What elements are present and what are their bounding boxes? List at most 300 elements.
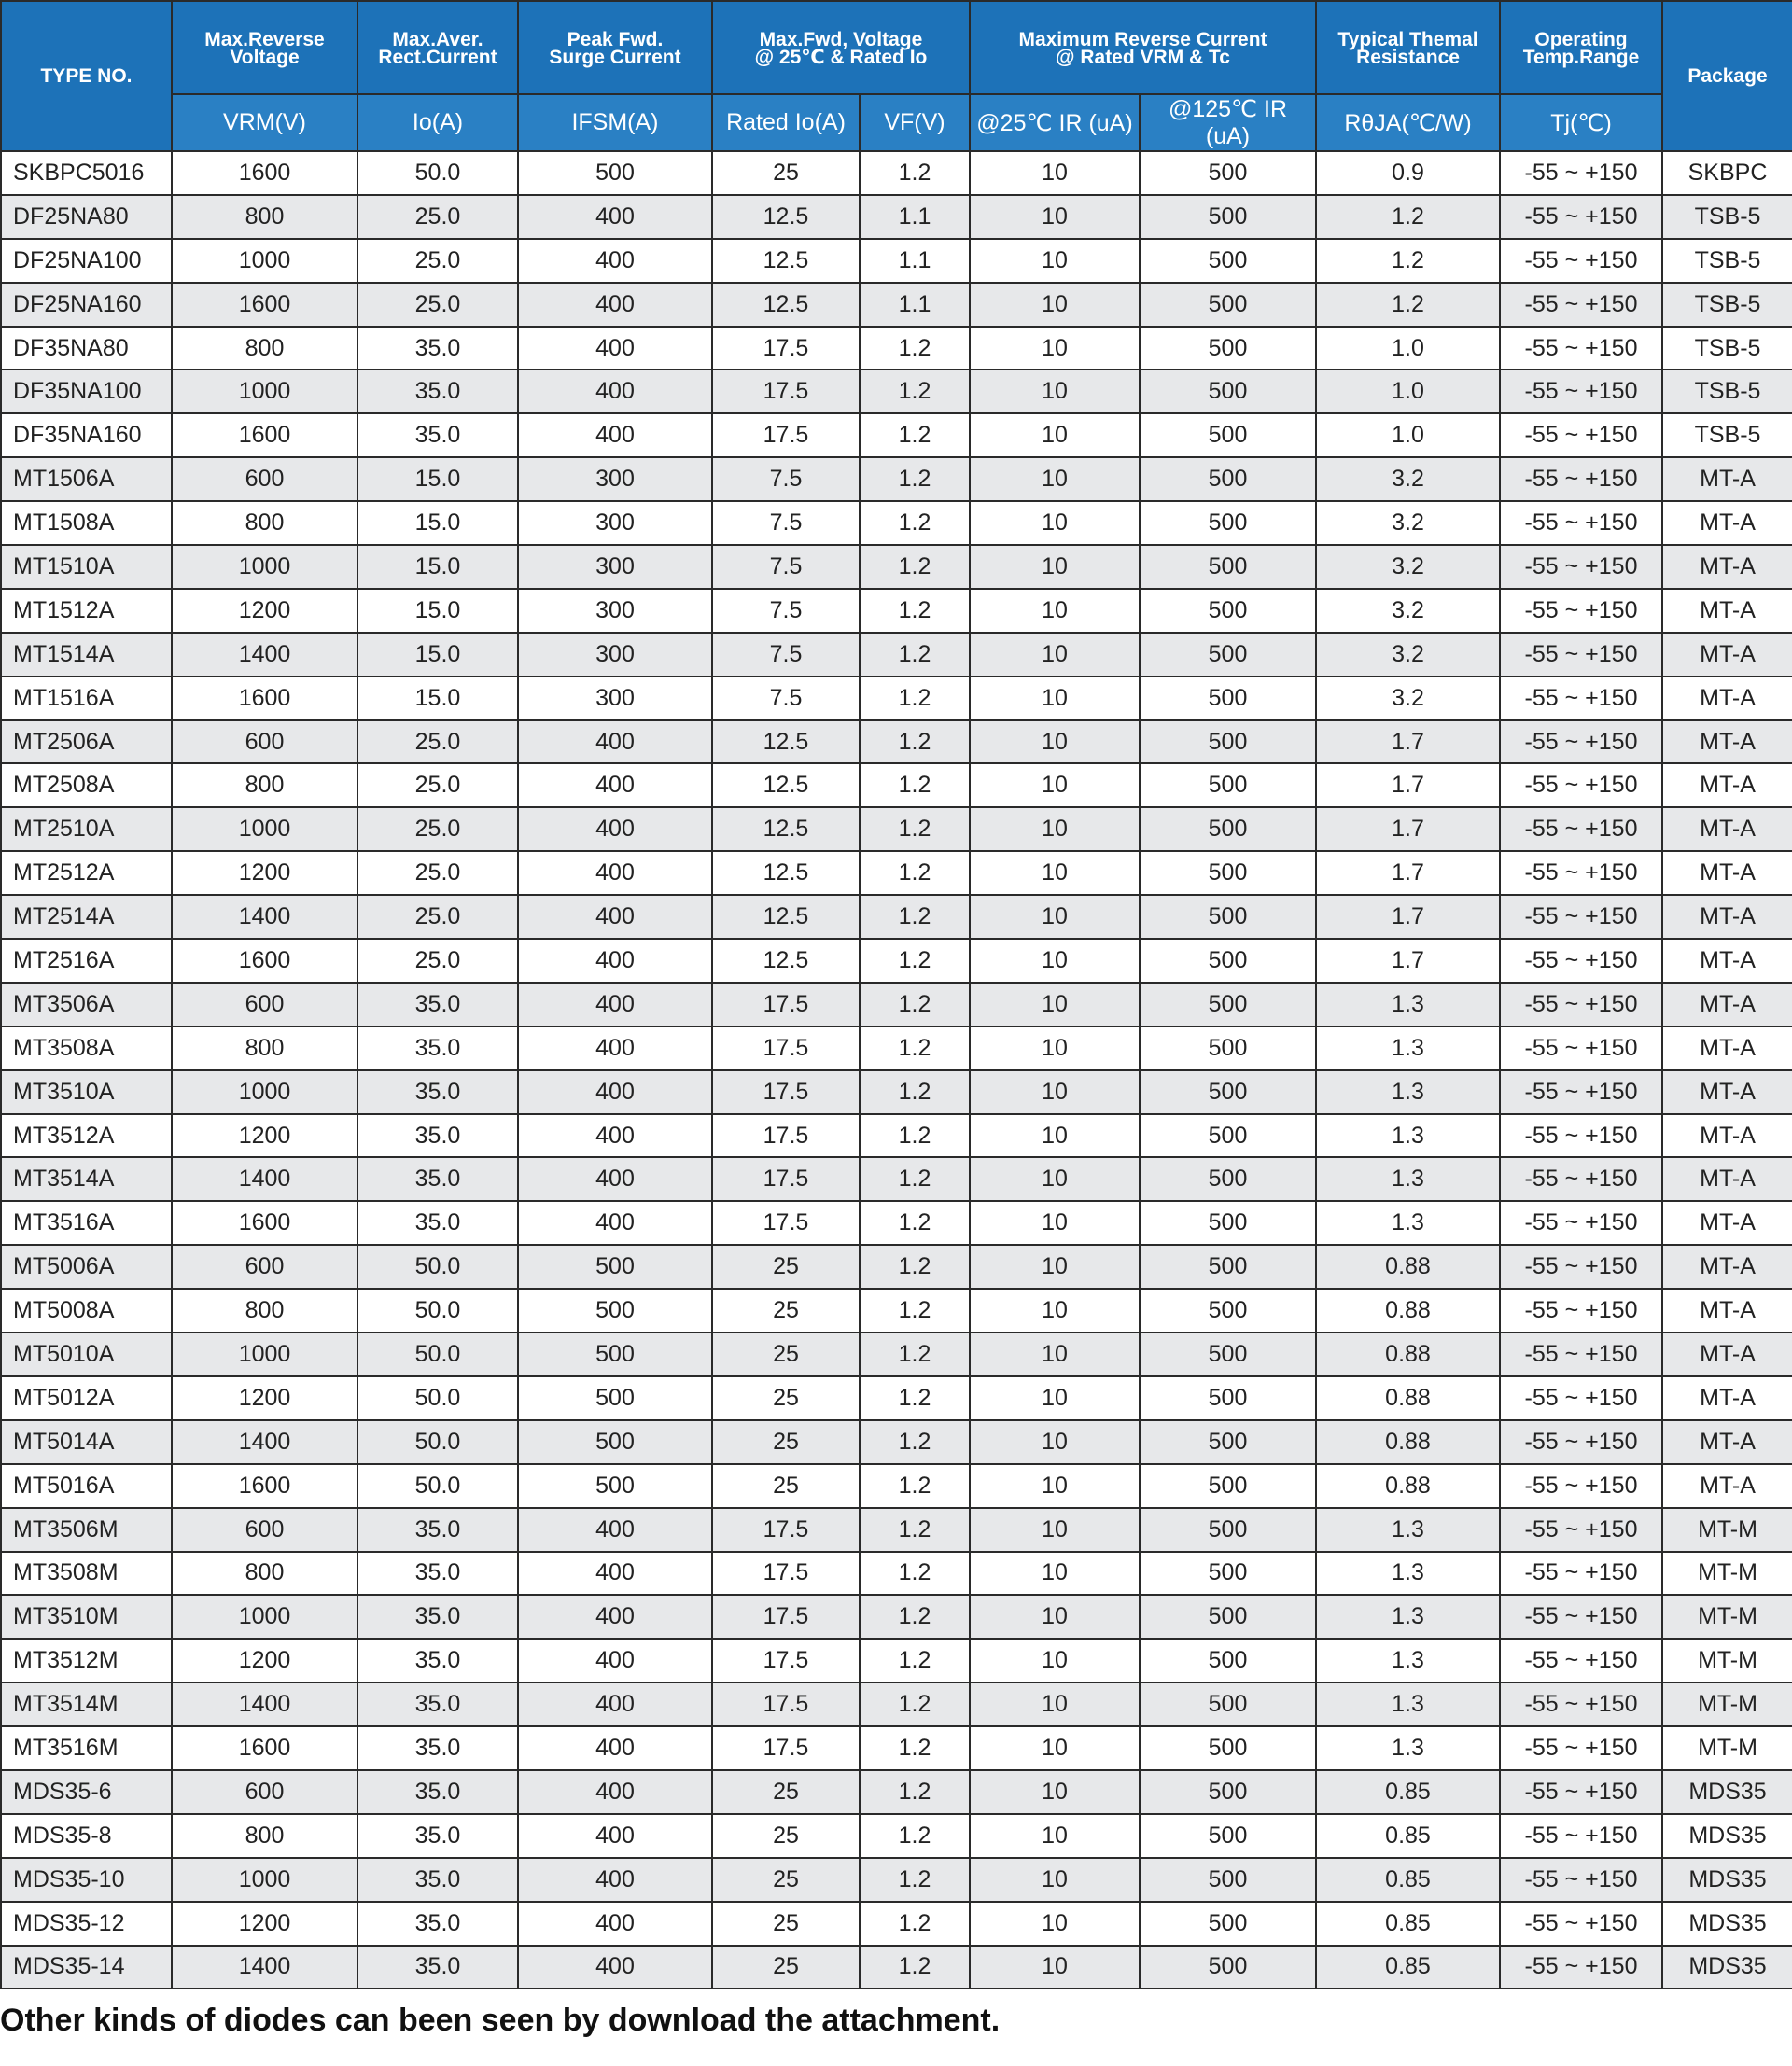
cell-ir125: 500 <box>1140 1070 1316 1114</box>
cell-type-no: MT3514A <box>1 1157 172 1201</box>
cell-rated-io: 12.5 <box>712 851 860 895</box>
cell-ifsm: 400 <box>518 370 712 413</box>
cell-tj: -55 ~ +150 <box>1500 545 1662 589</box>
cell-io: 15.0 <box>357 457 518 501</box>
cell-package: MT-A <box>1662 1245 1792 1289</box>
cell-rthja: 3.2 <box>1316 545 1500 589</box>
cell-vrm: 800 <box>172 501 357 545</box>
table-row <box>1 1114 1792 1158</box>
cell-package: TSB-5 <box>1662 327 1792 370</box>
cell-ifsm: 400 <box>518 1639 712 1682</box>
cell-vf: 1.2 <box>860 151 970 195</box>
cell-ifsm: 400 <box>518 1552 712 1596</box>
cell-package: TSB-5 <box>1662 283 1792 327</box>
cell-type-no: MT1506A <box>1 457 172 501</box>
cell-vf: 1.2 <box>860 1420 970 1464</box>
cell-rated-io: 25 <box>712 1420 860 1464</box>
cell-type-no: MDS35-6 <box>1 1770 172 1814</box>
cell-tj: -55 ~ +150 <box>1500 327 1662 370</box>
cell-vrm: 1200 <box>172 589 357 633</box>
cell-tj: -55 ~ +150 <box>1500 633 1662 677</box>
cell-ifsm: 400 <box>518 1157 712 1201</box>
cell-package: MT-A <box>1662 939 1792 983</box>
cell-tj: -55 ~ +150 <box>1500 501 1662 545</box>
cell-ifsm: 400 <box>518 1814 712 1858</box>
cell-ifsm: 400 <box>518 1726 712 1770</box>
cell-ifsm: 500 <box>518 151 712 195</box>
cell-rthja: 3.2 <box>1316 589 1500 633</box>
table-row <box>1 1639 1792 1682</box>
cell-vrm: 1400 <box>172 1682 357 1726</box>
cell-vrm: 1200 <box>172 1902 357 1946</box>
cell-package: MDS35 <box>1662 1814 1792 1858</box>
cell-vrm: 1400 <box>172 1157 357 1201</box>
cell-tj: -55 ~ +150 <box>1500 895 1662 939</box>
cell-io: 50.0 <box>357 151 518 195</box>
cell-ir25: 10 <box>970 633 1140 677</box>
cell-vf: 1.2 <box>860 1464 970 1508</box>
cell-rated-io: 25 <box>712 1858 860 1902</box>
header-row <box>1 1 1792 94</box>
cell-ir25: 10 <box>970 807 1140 851</box>
cell-ir25: 10 <box>970 1552 1140 1596</box>
cell-package: TSB-5 <box>1662 413 1792 457</box>
cell-type-no: MDS35-8 <box>1 1814 172 1858</box>
col-header-max-fwd-voltage <box>712 1 970 94</box>
cell-ifsm: 400 <box>518 1946 712 1989</box>
cell-rthja: 0.85 <box>1316 1902 1500 1946</box>
cell-rthja: 1.7 <box>1316 851 1500 895</box>
cell-rthja: 3.2 <box>1316 677 1500 720</box>
cell-rated-io: 25 <box>712 1814 860 1858</box>
cell-rthja: 3.2 <box>1316 457 1500 501</box>
cell-ir25: 10 <box>970 501 1140 545</box>
table-row <box>1 1157 1792 1201</box>
cell-type-no: MDS35-10 <box>1 1858 172 1902</box>
cell-package: MT-A <box>1662 1026 1792 1070</box>
table-row <box>1 633 1792 677</box>
cell-rated-io: 7.5 <box>712 677 860 720</box>
cell-rthja: 0.85 <box>1316 1946 1500 1989</box>
cell-io: 50.0 <box>357 1245 518 1289</box>
table-row <box>1 851 1792 895</box>
cell-tj: -55 ~ +150 <box>1500 1639 1662 1682</box>
cell-type-no: MT3516A <box>1 1201 172 1245</box>
cell-package: MT-A <box>1662 1114 1792 1158</box>
subheader-rated-io: Rated Io(A) <box>712 94 860 151</box>
cell-rthja: 1.3 <box>1316 1070 1500 1114</box>
cell-vf: 1.2 <box>860 1114 970 1158</box>
cell-ir125: 500 <box>1140 1508 1316 1552</box>
table-row <box>1 239 1792 283</box>
cell-vf: 1.2 <box>860 1026 970 1070</box>
cell-vrm: 600 <box>172 720 357 764</box>
cell-tj: -55 ~ +150 <box>1500 1070 1662 1114</box>
cell-rthja: 0.88 <box>1316 1289 1500 1333</box>
cell-ir125: 500 <box>1140 457 1316 501</box>
cell-io: 35.0 <box>357 1858 518 1902</box>
cell-ir125: 500 <box>1140 1902 1316 1946</box>
cell-tj: -55 ~ +150 <box>1500 1464 1662 1508</box>
cell-io: 35.0 <box>357 1902 518 1946</box>
cell-ifsm: 500 <box>518 1464 712 1508</box>
cell-io: 35.0 <box>357 1201 518 1245</box>
table-row <box>1 370 1792 413</box>
cell-ir25: 10 <box>970 1070 1140 1114</box>
cell-ir125: 500 <box>1140 283 1316 327</box>
cell-type-no: MDS35-14 <box>1 1946 172 1989</box>
cell-type-no: MT1514A <box>1 633 172 677</box>
cell-ifsm: 300 <box>518 501 712 545</box>
cell-io: 25.0 <box>357 807 518 851</box>
cell-ifsm: 400 <box>518 939 712 983</box>
col-header-max-aver-rect-current <box>357 1 518 94</box>
table-row <box>1 1201 1792 1245</box>
cell-ir125: 500 <box>1140 1639 1316 1682</box>
table-row <box>1 1289 1792 1333</box>
cell-type-no: SKBPC5016 <box>1 151 172 195</box>
cell-vf: 1.2 <box>860 327 970 370</box>
cell-ir25: 10 <box>970 1245 1140 1289</box>
cell-ifsm: 500 <box>518 1333 712 1376</box>
cell-tj: -55 ~ +150 <box>1500 720 1662 764</box>
cell-ir125: 500 <box>1140 939 1316 983</box>
cell-rated-io: 17.5 <box>712 413 860 457</box>
cell-package: MT-A <box>1662 1201 1792 1245</box>
cell-ifsm: 400 <box>518 239 712 283</box>
cell-io: 35.0 <box>357 370 518 413</box>
cell-type-no: MT1510A <box>1 545 172 589</box>
cell-ir25: 10 <box>970 1595 1140 1639</box>
table-row <box>1 763 1792 807</box>
cell-vf: 1.2 <box>860 1552 970 1596</box>
cell-tj: -55 ~ +150 <box>1500 1114 1662 1158</box>
cell-vf: 1.2 <box>860 1682 970 1726</box>
cell-ir25: 10 <box>970 1682 1140 1726</box>
cell-ir125: 500 <box>1140 413 1316 457</box>
cell-ifsm: 400 <box>518 327 712 370</box>
cell-vf: 1.2 <box>860 983 970 1026</box>
cell-vf: 1.2 <box>860 1770 970 1814</box>
cell-rated-io: 12.5 <box>712 195 860 239</box>
cell-rthja: 0.85 <box>1316 1814 1500 1858</box>
cell-type-no: MT5010A <box>1 1333 172 1376</box>
cell-rated-io: 17.5 <box>712 1726 860 1770</box>
table-row <box>1 501 1792 545</box>
cell-rthja: 1.3 <box>1316 1726 1500 1770</box>
cell-tj: -55 ~ +150 <box>1500 1420 1662 1464</box>
cell-tj: -55 ~ +150 <box>1500 1376 1662 1420</box>
cell-rthja: 3.2 <box>1316 501 1500 545</box>
cell-package: MT-A <box>1662 1289 1792 1333</box>
table-row <box>1 1902 1792 1946</box>
cell-ir125: 500 <box>1140 1858 1316 1902</box>
cell-vf: 1.2 <box>860 720 970 764</box>
cell-rated-io: 17.5 <box>712 1070 860 1114</box>
cell-vrm: 1400 <box>172 895 357 939</box>
cell-rated-io: 25 <box>712 1376 860 1420</box>
cell-vrm: 1600 <box>172 283 357 327</box>
cell-rthja: 0.85 <box>1316 1770 1500 1814</box>
table-row <box>1 1770 1792 1814</box>
cell-ifsm: 300 <box>518 633 712 677</box>
cell-type-no: DF35NA100 <box>1 370 172 413</box>
cell-rated-io: 7.5 <box>712 501 860 545</box>
cell-package: MT-A <box>1662 1157 1792 1201</box>
cell-rthja: 1.0 <box>1316 327 1500 370</box>
cell-tj: -55 ~ +150 <box>1500 763 1662 807</box>
cell-package: MT-A <box>1662 545 1792 589</box>
cell-type-no: MT3508M <box>1 1552 172 1596</box>
col-header-max-reverse-voltage <box>172 1 357 94</box>
cell-rthja: 1.3 <box>1316 1026 1500 1070</box>
cell-type-no: MT3510A <box>1 1070 172 1114</box>
cell-ir25: 10 <box>970 283 1140 327</box>
cell-vf: 1.2 <box>860 1726 970 1770</box>
cell-ir125: 500 <box>1140 151 1316 195</box>
cell-ifsm: 300 <box>518 545 712 589</box>
cell-io: 50.0 <box>357 1289 518 1333</box>
table-row <box>1 1333 1792 1376</box>
cell-rated-io: 17.5 <box>712 1201 860 1245</box>
cell-vf: 1.2 <box>860 763 970 807</box>
cell-rthja: 0.88 <box>1316 1245 1500 1289</box>
subheader-tj: Tj(℃) <box>1500 94 1662 151</box>
cell-package: MT-A <box>1662 895 1792 939</box>
cell-package: MT-A <box>1662 763 1792 807</box>
cell-package: MT-A <box>1662 1464 1792 1508</box>
subheader-row <box>1 94 1792 151</box>
cell-ifsm: 400 <box>518 807 712 851</box>
cell-rthja: 1.3 <box>1316 1508 1500 1552</box>
cell-rthja: 1.7 <box>1316 807 1500 851</box>
cell-rthja: 1.2 <box>1316 195 1500 239</box>
cell-ir125: 500 <box>1140 1376 1316 1420</box>
cell-io: 35.0 <box>357 1552 518 1596</box>
cell-type-no: DF25NA160 <box>1 283 172 327</box>
cell-type-no: MT2516A <box>1 939 172 983</box>
cell-package: MT-A <box>1662 589 1792 633</box>
cell-tj: -55 ~ +150 <box>1500 1201 1662 1245</box>
table-row <box>1 1814 1792 1858</box>
cell-io: 50.0 <box>357 1376 518 1420</box>
cell-vf: 1.2 <box>860 1639 970 1682</box>
cell-vf: 1.2 <box>860 1902 970 1946</box>
cell-ir125: 500 <box>1140 1289 1316 1333</box>
header-line: Typical Themal <box>1337 29 1478 50</box>
cell-vf: 1.2 <box>860 589 970 633</box>
cell-tj: -55 ~ +150 <box>1500 1726 1662 1770</box>
table-row <box>1 720 1792 764</box>
cell-vf: 1.2 <box>860 1946 970 1989</box>
cell-io: 35.0 <box>357 1639 518 1682</box>
cell-type-no: DF35NA160 <box>1 413 172 457</box>
cell-io: 25.0 <box>357 283 518 327</box>
cell-io: 35.0 <box>357 1682 518 1726</box>
cell-ifsm: 400 <box>518 1508 712 1552</box>
cell-rated-io: 25 <box>712 1245 860 1289</box>
cell-tj: -55 ~ +150 <box>1500 1552 1662 1596</box>
subheader-rthja: RθJA(℃/W) <box>1316 94 1500 151</box>
cell-rthja: 1.3 <box>1316 1595 1500 1639</box>
cell-rated-io: 12.5 <box>712 720 860 764</box>
header-line: Max.Aver. <box>392 29 483 50</box>
table-row <box>1 1245 1792 1289</box>
cell-package: TSB-5 <box>1662 195 1792 239</box>
cell-io: 15.0 <box>357 589 518 633</box>
cell-rated-io: 12.5 <box>712 807 860 851</box>
cell-package: MT-M <box>1662 1552 1792 1596</box>
cell-ifsm: 400 <box>518 1902 712 1946</box>
cell-package: SKBPC <box>1662 151 1792 195</box>
cell-rated-io: 25 <box>712 1333 860 1376</box>
cell-tj: -55 ~ +150 <box>1500 1858 1662 1902</box>
cell-vf: 1.2 <box>860 1508 970 1552</box>
cell-ir25: 10 <box>970 1026 1140 1070</box>
cell-ifsm: 300 <box>518 677 712 720</box>
cell-package: MT-M <box>1662 1595 1792 1639</box>
cell-vf: 1.2 <box>860 1070 970 1114</box>
cell-ir25: 10 <box>970 1376 1140 1420</box>
cell-vrm: 1000 <box>172 370 357 413</box>
header-line: Resistance <box>1356 47 1460 68</box>
cell-vrm: 1400 <box>172 633 357 677</box>
cell-ir125: 500 <box>1140 1333 1316 1376</box>
cell-tj: -55 ~ +150 <box>1500 151 1662 195</box>
cell-ifsm: 400 <box>518 763 712 807</box>
cell-ifsm: 400 <box>518 413 712 457</box>
cell-rated-io: 12.5 <box>712 283 860 327</box>
cell-package: MT-A <box>1662 457 1792 501</box>
cell-type-no: MT3512M <box>1 1639 172 1682</box>
cell-vf: 1.2 <box>860 895 970 939</box>
cell-rthja: 0.88 <box>1316 1464 1500 1508</box>
cell-vrm: 800 <box>172 1026 357 1070</box>
cell-vrm: 600 <box>172 1245 357 1289</box>
cell-rated-io: 12.5 <box>712 239 860 283</box>
cell-ir25: 10 <box>970 1464 1140 1508</box>
cell-vrm: 1600 <box>172 413 357 457</box>
cell-vf: 1.2 <box>860 633 970 677</box>
cell-ir25: 10 <box>970 370 1140 413</box>
cell-io: 50.0 <box>357 1333 518 1376</box>
table-row <box>1 939 1792 983</box>
cell-rthja: 1.7 <box>1316 939 1500 983</box>
cell-ir125: 500 <box>1140 1201 1316 1245</box>
cell-ifsm: 500 <box>518 1376 712 1420</box>
cell-io: 35.0 <box>357 1595 518 1639</box>
cell-ir125: 500 <box>1140 1157 1316 1201</box>
cell-rthja: 1.0 <box>1316 413 1500 457</box>
cell-io: 50.0 <box>357 1464 518 1508</box>
cell-package: MT-A <box>1662 1070 1792 1114</box>
cell-vrm: 600 <box>172 457 357 501</box>
cell-package: MT-A <box>1662 983 1792 1026</box>
cell-rated-io: 25 <box>712 1464 860 1508</box>
cell-ir125: 500 <box>1140 1245 1316 1289</box>
col-header-temp-range <box>1500 1 1662 94</box>
cell-rated-io: 7.5 <box>712 457 860 501</box>
header-line: Voltage <box>230 47 300 68</box>
table-row <box>1 1420 1792 1464</box>
cell-ir25: 10 <box>970 1946 1140 1989</box>
cell-io: 15.0 <box>357 545 518 589</box>
cell-ir125: 500 <box>1140 239 1316 283</box>
cell-type-no: MT5012A <box>1 1376 172 1420</box>
cell-vf: 1.2 <box>860 1595 970 1639</box>
cell-ifsm: 500 <box>518 1245 712 1289</box>
cell-rthja: 1.3 <box>1316 1639 1500 1682</box>
cell-vf: 1.2 <box>860 1245 970 1289</box>
cell-type-no: MT3508A <box>1 1026 172 1070</box>
cell-ifsm: 400 <box>518 1201 712 1245</box>
cell-ir25: 10 <box>970 1726 1140 1770</box>
cell-ir125: 500 <box>1140 195 1316 239</box>
col-header-thermal-resistance <box>1316 1 1500 94</box>
table-row <box>1 457 1792 501</box>
header-line: Operating <box>1534 29 1628 50</box>
cell-vf: 1.2 <box>860 370 970 413</box>
cell-vrm: 800 <box>172 763 357 807</box>
cell-ir25: 10 <box>970 545 1140 589</box>
cell-type-no: MT1516A <box>1 677 172 720</box>
cell-ir25: 10 <box>970 1508 1140 1552</box>
cell-tj: -55 ~ +150 <box>1500 677 1662 720</box>
cell-ir125: 500 <box>1140 1770 1316 1814</box>
cell-io: 35.0 <box>357 1157 518 1201</box>
cell-vf: 1.2 <box>860 807 970 851</box>
table-row <box>1 1946 1792 1989</box>
cell-rated-io: 17.5 <box>712 1639 860 1682</box>
cell-ir125: 500 <box>1140 1114 1316 1158</box>
cell-rated-io: 25 <box>712 1770 860 1814</box>
cell-type-no: MT1512A <box>1 589 172 633</box>
cell-vf: 1.2 <box>860 457 970 501</box>
cell-ir25: 10 <box>970 983 1140 1026</box>
cell-vf: 1.1 <box>860 195 970 239</box>
cell-package: MDS35 <box>1662 1858 1792 1902</box>
cell-ifsm: 400 <box>518 1114 712 1158</box>
cell-package: TSB-5 <box>1662 370 1792 413</box>
cell-ifsm: 400 <box>518 1858 712 1902</box>
cell-vrm: 1000 <box>172 807 357 851</box>
cell-ifsm: 500 <box>518 1420 712 1464</box>
header-line: Peak Fwd. <box>567 29 664 50</box>
cell-rthja: 1.3 <box>1316 1114 1500 1158</box>
cell-rated-io: 25 <box>712 1289 860 1333</box>
cell-ir125: 500 <box>1140 1682 1316 1726</box>
cell-vrm: 1000 <box>172 1333 357 1376</box>
cell-io: 35.0 <box>357 1814 518 1858</box>
cell-vrm: 1200 <box>172 1639 357 1682</box>
table-row <box>1 545 1792 589</box>
cell-vrm: 800 <box>172 1814 357 1858</box>
cell-ir125: 500 <box>1140 545 1316 589</box>
cell-ir25: 10 <box>970 1289 1140 1333</box>
cell-rated-io: 25 <box>712 1946 860 1989</box>
cell-type-no: MT3510M <box>1 1595 172 1639</box>
cell-ir25: 10 <box>970 1770 1140 1814</box>
table-row <box>1 1595 1792 1639</box>
cell-type-no: MT5016A <box>1 1464 172 1508</box>
cell-ifsm: 400 <box>518 283 712 327</box>
cell-rated-io: 17.5 <box>712 1508 860 1552</box>
cell-package: MT-A <box>1662 1333 1792 1376</box>
cell-io: 25.0 <box>357 939 518 983</box>
cell-ir125: 500 <box>1140 589 1316 633</box>
header-line: @ 25℃ & Rated Io <box>754 47 928 68</box>
cell-tj: -55 ~ +150 <box>1500 1682 1662 1726</box>
